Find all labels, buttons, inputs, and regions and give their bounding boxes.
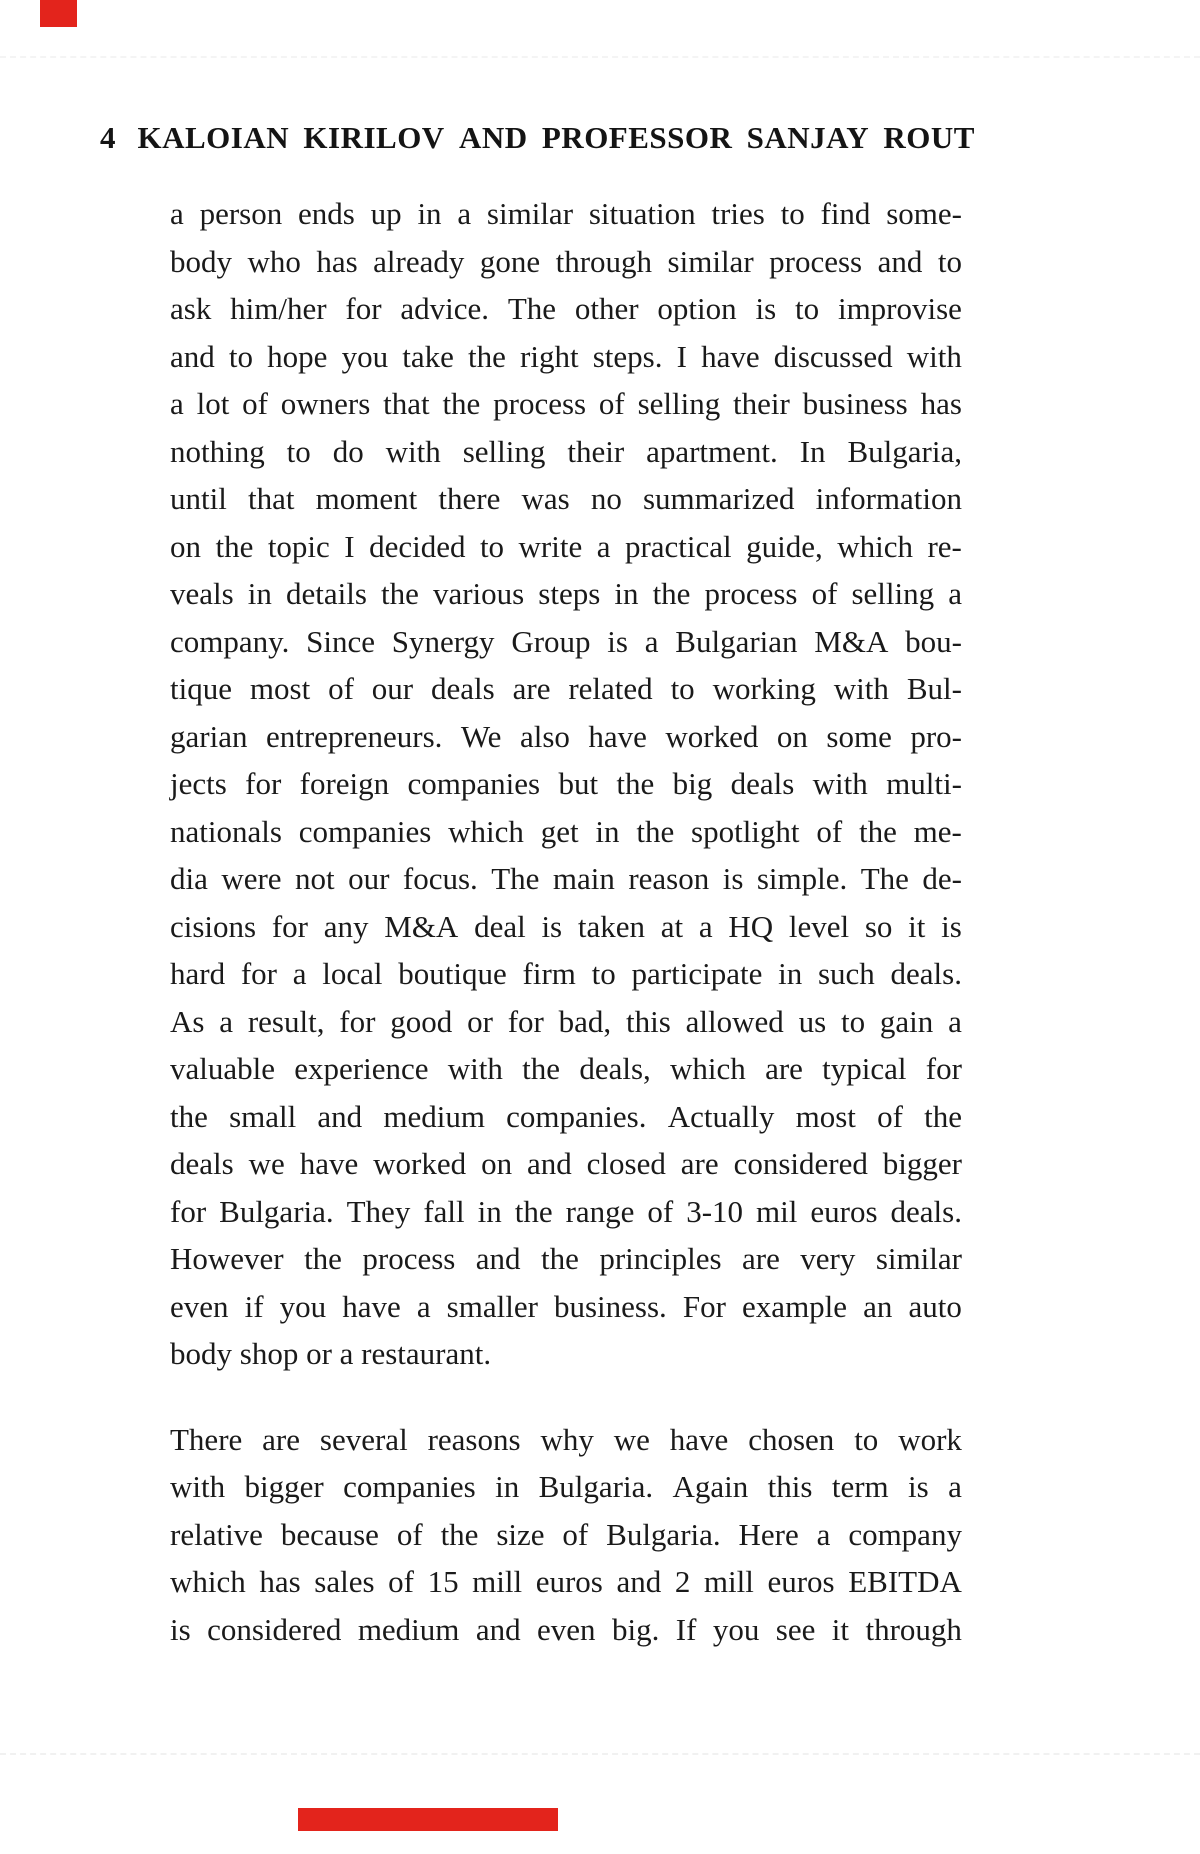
text-line: dia were not our focus. The main reason is simple. The de- bbox=[170, 861, 962, 896]
text-line: company. Since Synergy Group is a Bulgarian M&A bou- bbox=[170, 623, 962, 659]
text-line: deals we have worked on and closed are considered bigger bbox=[170, 1146, 962, 1181]
scan-artifact-line-top bbox=[0, 56, 1200, 58]
text-line: for Bulgaria. They fall in the range of 3-10 mil euros deals. bbox=[170, 1193, 962, 1229]
text-line: hard for a local boutique firm to participate in such deals. bbox=[170, 956, 962, 991]
text-line: garian entrepreneurs. We also have worked on some pro- bbox=[170, 718, 962, 754]
text-line: nationals companies which get in the spotlight of the me- bbox=[170, 813, 962, 849]
header-word: AND bbox=[458, 120, 528, 155]
text-line: veals in details the various steps in the process of selling a bbox=[170, 576, 962, 611]
text-line: which has sales of 15 mill euros and 2 mill euros EBITDA bbox=[170, 1564, 962, 1599]
text-line: However the process and the principles are very similar bbox=[170, 1241, 962, 1276]
running-header-title bbox=[138, 118, 976, 158]
text-line: is considered medium and even big. If you see it through bbox=[170, 1611, 962, 1647]
paragraph bbox=[170, 190, 962, 1378]
text-line: cisions for any M&A deal is taken at a HQ level so it is bbox=[170, 908, 962, 944]
text-line: jects for foreign companies but the big deals with multi- bbox=[170, 766, 962, 801]
scan-artifact-line-bottom bbox=[0, 1753, 1200, 1755]
text-line: a lot of owners that the process of selling their business has bbox=[170, 386, 962, 421]
text-line: on the topic I decided to write a practical guide, which re- bbox=[170, 528, 962, 564]
text-line: even if you have a smaller business. For example an auto bbox=[170, 1288, 962, 1324]
redaction-mark-bottom bbox=[298, 1808, 558, 1831]
redaction-mark-top-left bbox=[40, 0, 77, 27]
header-word: SANJAY bbox=[746, 120, 870, 155]
text-line: body who has already gone through similar process and to bbox=[170, 243, 962, 279]
text-line: valuable experience with the deals, which are typical for bbox=[170, 1051, 962, 1086]
page-header bbox=[100, 118, 975, 158]
text-line: relative because of the size of Bulgaria. Here a company bbox=[170, 1516, 962, 1552]
text-line: There are several reasons why we have chosen to work bbox=[170, 1421, 962, 1457]
text-line: the small and medium companies. Actually most of the bbox=[170, 1098, 962, 1134]
text-line: nothing to do with selling their apartment. In Bulgaria, bbox=[170, 433, 962, 469]
paragraph bbox=[170, 1416, 962, 1654]
text-line: body shop or a restaurant. bbox=[170, 1336, 492, 1371]
header-word: PROFESSOR bbox=[541, 120, 733, 155]
text-line: with bigger companies in Bulgaria. Again this term is a bbox=[170, 1469, 962, 1504]
text-line: tique most of our deals are related to working with Bul- bbox=[170, 671, 962, 706]
header-word: ROUT bbox=[883, 120, 975, 155]
page-number: 4 bbox=[100, 120, 116, 155]
header-word: KIRILOV bbox=[303, 120, 445, 155]
header-word: KALOIAN bbox=[137, 120, 290, 155]
text-line: a person ends up in a similar situation tries to find some- bbox=[170, 196, 962, 231]
text-line: As a result, for good or for bad, this allowed us to gain a bbox=[170, 1003, 962, 1039]
body-text bbox=[170, 190, 962, 1653]
text-line: until that moment there was no summarized information bbox=[170, 481, 962, 516]
text-line: and to hope you take the right steps. I have discussed with bbox=[170, 338, 962, 374]
text-line: ask him/her for advice. The other option is to improvise bbox=[170, 291, 962, 326]
